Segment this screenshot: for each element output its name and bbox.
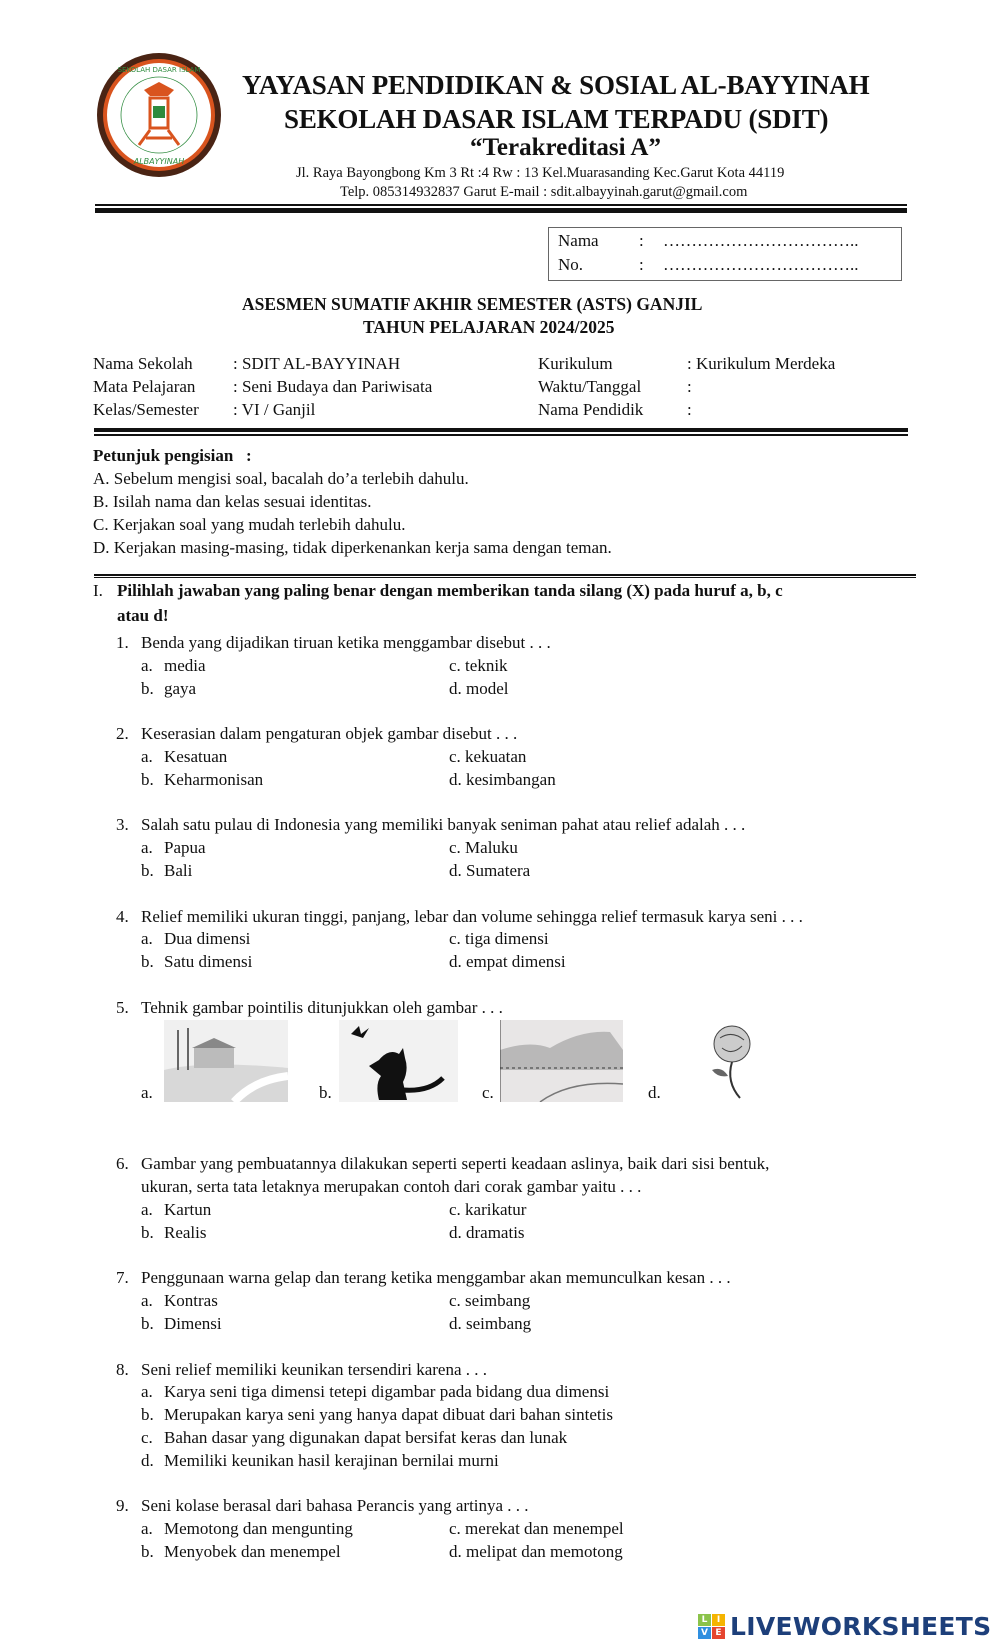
- svg-text:SEKOLAH DASAR ISLAM: SEKOLAH DASAR ISLAM: [117, 66, 201, 74]
- option-letter: b.: [141, 678, 154, 698]
- no-field[interactable]: ……………………………..: [663, 255, 859, 274]
- option-b[interactable]: gaya: [164, 678, 197, 698]
- school-address: Jl. Raya Bayongbong Km 3 Rt :4 Rw : 13 Kel.Muarasanding Kec.Garut Kota 44119: [296, 165, 785, 181]
- question-number: 7.: [116, 1268, 129, 1288]
- question-text: Relief memiliki ukuran tinggi, panjang, lebar dan volume sehingga relief termasuk karya seni . . .: [141, 906, 803, 926]
- info-class-value: : VI / Ganjil: [233, 400, 316, 419]
- question-text: Salah satu pulau di Indonesia yang memiliki banyak seniman pahat atau relief adalah . . .: [141, 815, 746, 835]
- question-number: 5.: [116, 997, 129, 1017]
- question-line: [0, 723, 1000, 746]
- option-letter: b.: [141, 1541, 154, 1561]
- option-c[interactable]: c. karikatur: [449, 1199, 527, 1219]
- option-b[interactable]: Satu dimensi: [164, 952, 253, 972]
- question-number: 9.: [116, 1496, 129, 1516]
- logo-letter: I: [712, 1614, 725, 1626]
- question-line: [0, 814, 1000, 837]
- option-d[interactable]: d. melipat dan memotong: [449, 1541, 623, 1561]
- answer-row: [0, 1199, 1000, 1222]
- info-teacher-label: Nama Pendidik: [538, 400, 644, 419]
- question-text: Seni relief memiliki keunikan tersendiri karena . . .: [141, 1359, 488, 1379]
- option-letter: a.: [141, 1199, 153, 1219]
- option-a[interactable]: Memotong dan mengunting: [164, 1519, 353, 1539]
- question-line: [0, 1359, 1000, 1382]
- section-number: I.: [93, 581, 103, 600]
- option-letter: b.: [141, 952, 154, 972]
- answer-row: [0, 1313, 1000, 1336]
- question-line: [0, 997, 1000, 1020]
- option-letter: b.: [141, 1313, 154, 1333]
- option-letter: a.: [141, 1291, 153, 1311]
- option-a[interactable]: Kesatuan: [164, 746, 228, 766]
- svg-text:ALBAYYINAH: ALBAYYINAH: [133, 157, 185, 166]
- instruction-item: A. Sebelum mengisi soal, bacalah do’a terlebih dahulu.: [93, 469, 469, 488]
- question-line: [0, 1153, 1000, 1176]
- question-4: [0, 906, 1000, 974]
- info-subject-label: Mata Pelajaran: [93, 377, 196, 396]
- question-9: [0, 1495, 1000, 1563]
- option-c[interactable]: c. teknik: [449, 655, 508, 675]
- header-divider-thick: [95, 208, 907, 213]
- liveworksheets-logo-icon: [698, 1614, 726, 1640]
- image-option-d[interactable]: [668, 1020, 790, 1102]
- section-instruction-cont: atau d!: [117, 606, 169, 625]
- info-subject-value: : Seni Budaya dan Pariwisata: [233, 377, 433, 396]
- option-b[interactable]: Dimensi: [164, 1313, 222, 1333]
- option-a[interactable]: Kartun: [164, 1199, 212, 1219]
- question-list: [0, 632, 1000, 1586]
- info-date-value: :: [687, 377, 692, 396]
- school-contact: Telp. 085314932837 Garut E-mail : sdit.albayyinah.garut@gmail.com: [340, 184, 748, 200]
- liveworksheets-brand: LIVEWORKSHEETS: [730, 1612, 992, 1641]
- option-b[interactable]: Bali: [164, 860, 193, 880]
- option-letter: b.: [141, 769, 154, 789]
- option-d[interactable]: d. model: [449, 678, 509, 698]
- no-label: No.: [558, 255, 584, 274]
- option-d[interactable]: d. empat dimensi: [449, 952, 566, 972]
- name-sep: :: [639, 231, 644, 250]
- instruction-item: B. Isilah nama dan kelas sesuai identitas.: [93, 492, 372, 511]
- question-line: [0, 906, 1000, 929]
- option-letter: a.: [141, 1382, 153, 1402]
- image-option-label[interactable]: b.: [319, 1082, 332, 1102]
- question-number: 2.: [116, 724, 129, 744]
- info-divider: [94, 428, 908, 432]
- answer-row: [0, 1290, 1000, 1313]
- no-sep: :: [639, 255, 644, 274]
- student-id-box: [548, 227, 902, 281]
- question-number: 1.: [116, 633, 129, 652]
- section-divider: [94, 574, 916, 576]
- info-divider-thin: [94, 434, 908, 436]
- option-letter: a.: [141, 1519, 153, 1539]
- option-b[interactable]: Menyobek dan menempel: [164, 1541, 341, 1561]
- instructions-title: Petunjuk pengisian :: [93, 446, 252, 465]
- image-option-label[interactable]: a.: [141, 1082, 153, 1102]
- answer-row: [0, 678, 1000, 701]
- logo-letter: V: [698, 1627, 711, 1639]
- image-option-a[interactable]: [164, 1020, 288, 1102]
- instruction-item: D. Kerjakan masing-masing, tidak diperkenankan kerja sama dengan teman.: [93, 538, 612, 557]
- logo-letter: E: [712, 1627, 725, 1639]
- foundation-name: YAYASAN PENDIDIKAN & SOSIAL AL-BAYYINAH: [242, 70, 870, 100]
- option-letter: b.: [141, 1222, 154, 1242]
- option-letter: a.: [141, 746, 153, 766]
- info-class-label: Kelas/Semester: [93, 400, 199, 419]
- option-letter: d.: [141, 1450, 154, 1470]
- answer-row: [0, 928, 1000, 951]
- question-number: 3.: [116, 815, 129, 835]
- question-8: [0, 1359, 1000, 1473]
- logo-letter: L: [698, 1614, 711, 1626]
- info-teacher-value: :: [687, 400, 692, 419]
- info-school-value: : SDIT AL-BAYYINAH: [233, 354, 401, 373]
- question-text: Tehnik gambar pointilis ditunjukkan oleh gambar . . .: [141, 997, 503, 1017]
- option-d[interactable]: d. seimbang: [449, 1313, 532, 1333]
- question-2: [0, 723, 1000, 791]
- option-letter: b.: [141, 1405, 154, 1425]
- answer-option[interactable]: [0, 1404, 1000, 1427]
- answer-row: [0, 655, 1000, 678]
- school-name: SEKOLAH DASAR ISLAM TERPADU (SDIT): [284, 104, 829, 134]
- question-line: [0, 1176, 1000, 1199]
- info-curriculum-value: : Kurikulum Merdeka: [687, 354, 836, 373]
- info-curriculum-label: Kurikulum: [538, 354, 613, 373]
- option-b[interactable]: Keharmonisan: [164, 769, 264, 789]
- option-c[interactable]: c. tiga dimensi: [449, 929, 549, 949]
- question-6: [0, 1153, 1000, 1244]
- name-label: Nama: [558, 231, 599, 250]
- option-letter: a.: [141, 838, 153, 858]
- question-text: Benda yang dijadikan tiruan ketika menggambar disebut . . .: [141, 633, 551, 652]
- exam-title: ASESMEN SUMATIF AKHIR SEMESTER (ASTS) GANJIL: [242, 294, 703, 314]
- option-d[interactable]: d. kesimbangan: [449, 769, 556, 789]
- question-5: [0, 997, 1000, 1131]
- school-logo: [94, 50, 224, 180]
- answer-row: [0, 1222, 1000, 1245]
- section-instruction: Pilihlah jawaban yang paling benar dengan memberikan tanda silang (X) pada huruf a, b, c: [117, 581, 783, 600]
- instruction-item: C. Kerjakan soal yang mudah terlebih dahulu.: [93, 515, 406, 534]
- option-d[interactable]: d. dramatis: [449, 1222, 525, 1242]
- question-text: ukuran, serta tata letaknya merupakan contoh dari corak gambar yaitu . . .: [141, 1177, 642, 1197]
- question-7: [0, 1267, 1000, 1335]
- option-letter: a.: [141, 929, 153, 949]
- image-option-c[interactable]: [500, 1020, 623, 1102]
- image-option-b[interactable]: [339, 1020, 458, 1102]
- answer-row: [0, 837, 1000, 860]
- option-text: Bahan dasar yang digunakan dapat bersifat keras dan lunak: [164, 1427, 568, 1447]
- answer-option[interactable]: [0, 1381, 1000, 1404]
- option-a[interactable]: Papua: [164, 838, 206, 858]
- image-options: [0, 1020, 1000, 1131]
- exam-year: TAHUN PELAJARAN 2024/2025: [363, 317, 615, 337]
- option-text: Memiliki keunikan hasil kerajinan bernilai murni: [164, 1450, 499, 1470]
- answer-row: [0, 860, 1000, 883]
- option-a[interactable]: Kontras: [164, 1291, 218, 1311]
- option-c[interactable]: c. seimbang: [449, 1291, 531, 1311]
- accreditation: “Terakreditasi A”: [470, 134, 661, 161]
- answer-row: [0, 746, 1000, 769]
- section-divider-2: [94, 577, 916, 578]
- image-option-label[interactable]: c.: [482, 1082, 494, 1102]
- option-c[interactable]: c. Maluku: [449, 838, 518, 858]
- answer-row: [0, 951, 1000, 974]
- question-text: Penggunaan warna gelap dan terang ketika menggambar akan memunculkan kesan . . .: [141, 1268, 731, 1288]
- answer-row: [0, 1541, 1000, 1564]
- option-letter: c.: [141, 1427, 153, 1447]
- option-d[interactable]: d. Sumatera: [449, 860, 531, 880]
- question-text: Keserasian dalam pengaturan objek gambar disebut . . .: [141, 724, 518, 744]
- header-divider: [95, 204, 907, 206]
- question-number: 6.: [116, 1154, 129, 1174]
- question-3: [0, 814, 1000, 882]
- question-line: [0, 632, 1000, 655]
- question-number: 8.: [116, 1359, 129, 1379]
- question-line: [0, 1267, 1000, 1290]
- question-line: [0, 1495, 1000, 1518]
- question-text: Seni kolase berasal dari bahasa Perancis yang artinya . . .: [141, 1496, 529, 1516]
- option-letter: b.: [141, 860, 154, 880]
- answer-row: [0, 769, 1000, 792]
- option-text: Karya seni tiga dimensi tetepi digambar pada bidang dua dimensi: [164, 1382, 610, 1402]
- answer-option[interactable]: [0, 1427, 1000, 1450]
- question-1: [0, 632, 1000, 700]
- image-option-label[interactable]: d.: [648, 1082, 661, 1102]
- name-field[interactable]: ……………………………..: [663, 231, 859, 250]
- option-a[interactable]: Dua dimensi: [164, 929, 251, 949]
- answer-row: [0, 1518, 1000, 1541]
- option-letter: a.: [141, 655, 153, 675]
- answer-option[interactable]: [0, 1450, 1000, 1473]
- option-text: Merupakan karya seni yang hanya dapat dibuat dari bahan sintetis: [164, 1405, 613, 1425]
- option-c[interactable]: c. merekat dan menempel: [449, 1519, 624, 1539]
- option-c[interactable]: c. kekuatan: [449, 746, 527, 766]
- option-b[interactable]: Realis: [164, 1222, 207, 1242]
- question-text: Gambar yang pembuatannya dilakukan seperti seperti keadaan aslinya, baik dari sisi bentuk,: [141, 1154, 770, 1174]
- info-date-label: Waktu/Tanggal: [538, 377, 642, 396]
- option-a[interactable]: media: [164, 655, 206, 675]
- question-number: 4.: [116, 906, 129, 926]
- info-school-label: Nama Sekolah: [93, 354, 193, 373]
